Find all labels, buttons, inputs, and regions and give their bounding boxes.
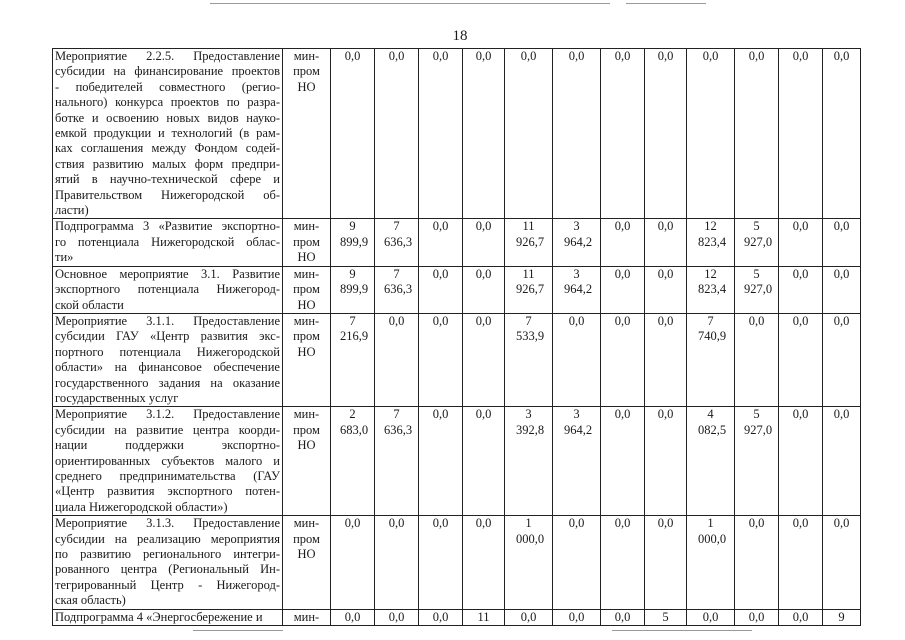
value-cell — [645, 266, 687, 313]
value-cell — [687, 219, 735, 266]
value-part: 0,0 — [614, 609, 631, 624]
value-cell — [331, 609, 375, 625]
value-cell — [463, 266, 505, 313]
value-part: 0,0 — [792, 407, 809, 422]
value-part: 0,0 — [702, 609, 719, 624]
value-part: 216,9 — [339, 329, 369, 344]
description-line: тегрированный Центр - Нижегород- — [55, 577, 280, 592]
value-part: 926,7 — [515, 234, 545, 249]
value-part: 7 — [393, 219, 400, 234]
value-cell — [375, 219, 419, 266]
value-part: 0,0 — [432, 49, 449, 63]
value-part: 927,0 — [743, 282, 773, 297]
table-row — [53, 266, 861, 313]
value-part: 964,2 — [563, 282, 593, 297]
value-part: 823,4 — [697, 234, 727, 249]
description-line: ятий в научно-технической сфере и — [55, 172, 280, 187]
value-part: 0,0 — [388, 49, 405, 63]
executor-line: НО — [297, 250, 316, 265]
budget-table — [52, 48, 861, 626]
value-cell — [601, 407, 645, 516]
description-line: ская область) — [55, 593, 126, 608]
executor-line: пром — [293, 531, 320, 546]
executor-line: мин- — [293, 219, 320, 234]
description-line: среднего предпринимательства (ГАУ — [55, 468, 280, 483]
value-part: 0,0 — [833, 516, 850, 531]
executor-cell — [283, 609, 331, 625]
value-part: 964,2 — [563, 422, 593, 437]
value-part: 0,0 — [792, 219, 809, 234]
value-part: 0,0 — [344, 516, 361, 531]
value-cell — [375, 313, 419, 406]
value-part: 9 — [349, 219, 356, 234]
description-line: Подпрограмма 3 «Развитие экспортно- — [55, 219, 280, 234]
value-part: 0,0 — [568, 49, 585, 63]
value-part: 533,9 — [515, 329, 545, 344]
value-cell — [419, 407, 463, 516]
value-part: 000,0 — [515, 531, 545, 546]
value-cell — [601, 313, 645, 406]
value-cell — [419, 516, 463, 609]
value-cell — [645, 313, 687, 406]
value-cell — [553, 609, 601, 625]
value-part: 0,0 — [432, 219, 449, 234]
value-part: 0,0 — [344, 609, 361, 624]
value-part: 0,0 — [614, 313, 631, 328]
measure-description — [53, 609, 283, 625]
measure-description — [53, 407, 283, 516]
value-cell — [375, 49, 419, 219]
value-cell — [375, 266, 419, 313]
measure-description — [53, 313, 283, 406]
value-cell — [553, 516, 601, 609]
scan-line-top — [210, 3, 610, 4]
description-line: Подпрограмма 4 «Энергосбережение и — [55, 609, 263, 624]
value-part: 3 — [525, 407, 532, 422]
value-cell — [687, 516, 735, 609]
measure-description — [53, 516, 283, 609]
value-cell — [823, 49, 861, 219]
value-part: 9 — [838, 609, 845, 624]
value-cell — [463, 407, 505, 516]
description-line: го потенциала Нижегородской облас- — [55, 234, 280, 249]
value-part: 082,5 — [697, 422, 727, 437]
value-part: 926,7 — [515, 282, 545, 297]
value-part: 0,0 — [833, 407, 850, 422]
value-part: 0,0 — [657, 407, 674, 422]
value-part: 2 — [349, 407, 356, 422]
description-line: экспортного потенциала Нижегород- — [55, 282, 280, 297]
description-line: области» на финансовое обеспечение — [55, 360, 280, 375]
value-cell — [505, 219, 553, 266]
value-part: 0,0 — [833, 266, 850, 281]
value-part: 683,0 — [339, 422, 369, 437]
value-cell — [645, 516, 687, 609]
value-cell — [419, 219, 463, 266]
value-part: 927,0 — [743, 422, 773, 437]
value-part: 0,0 — [432, 516, 449, 531]
description-line: «Центр развития экспортного потен- — [55, 484, 280, 499]
value-part: 0,0 — [432, 313, 449, 328]
description-line: ласти) — [55, 203, 89, 218]
executor-line: пром — [293, 234, 320, 249]
value-part: 0,0 — [748, 609, 765, 624]
description-line: ти» — [55, 250, 74, 265]
executor-line: мин- — [293, 266, 320, 281]
value-part: 11 — [477, 609, 490, 624]
executor-cell — [283, 313, 331, 406]
description-line: государственного задания на оказание — [55, 375, 280, 390]
value-cell — [823, 609, 861, 625]
value-part: 7 — [707, 313, 714, 328]
table-row — [53, 49, 861, 219]
description-line: емкой продукции и технологий (в рам- — [55, 126, 280, 141]
value-cell — [505, 313, 553, 406]
description-line: нального) конкурса проектов по разра- — [55, 95, 280, 110]
value-cell — [779, 49, 823, 219]
value-cell — [645, 49, 687, 219]
value-cell — [505, 516, 553, 609]
scan-line-bottom-left — [193, 630, 283, 631]
value-cell — [601, 219, 645, 266]
executor-cell — [283, 266, 331, 313]
value-part: 392,8 — [515, 422, 545, 437]
description-line: нации поддержки экспортно- — [55, 438, 280, 453]
value-part: 5 — [662, 609, 669, 624]
executor-line: НО — [297, 547, 316, 561]
value-cell — [331, 219, 375, 266]
value-part: 0,0 — [568, 609, 585, 624]
value-part: 964,2 — [563, 234, 593, 249]
executor-line: НО — [297, 438, 316, 453]
description-line: ствия развитию малых форм предпри- — [55, 156, 280, 171]
value-cell — [331, 313, 375, 406]
description-line: Мероприятие 3.1.1. Предоставление — [55, 313, 280, 328]
value-part: 0,0 — [432, 407, 449, 422]
value-part: 4 — [707, 407, 714, 422]
value-cell — [779, 516, 823, 609]
executor-line: мин- — [293, 313, 320, 328]
measure-description — [53, 266, 283, 313]
executor-cell — [283, 49, 331, 219]
value-part: 0,0 — [388, 516, 405, 531]
value-cell — [553, 407, 601, 516]
description-line: по развитию регионального интегри- — [55, 547, 280, 561]
value-part: 0,0 — [475, 219, 492, 234]
executor-line: НО — [297, 344, 316, 359]
value-cell — [331, 49, 375, 219]
value-part: 000,0 — [697, 531, 727, 546]
value-cell — [419, 49, 463, 219]
value-part: 899,9 — [339, 234, 369, 249]
value-cell — [779, 266, 823, 313]
executor-line: мин- — [293, 609, 320, 624]
value-cell — [419, 266, 463, 313]
value-cell — [735, 266, 779, 313]
table-body — [53, 49, 861, 626]
value-part: 7 — [525, 313, 532, 328]
measure-description — [53, 49, 283, 219]
value-part: 899,9 — [339, 282, 369, 297]
executor-cell — [283, 407, 331, 516]
value-part: 0,0 — [792, 266, 809, 281]
value-part: 927,0 — [743, 234, 773, 249]
value-part: 1 — [525, 516, 532, 531]
description-line: государственных услуг — [55, 390, 179, 405]
description-line: Правительством Нижегородской об- — [55, 187, 280, 202]
value-part: 3 — [573, 219, 580, 234]
value-cell — [823, 313, 861, 406]
table-row — [53, 407, 861, 516]
executor-cell — [283, 219, 331, 266]
value-part: 0,0 — [614, 49, 631, 63]
value-cell — [687, 266, 735, 313]
executor-line: мин- — [293, 49, 320, 63]
value-part: 0,0 — [388, 313, 405, 328]
value-cell — [735, 219, 779, 266]
value-part: 0,0 — [475, 313, 492, 328]
executor-line: НО — [297, 79, 316, 94]
value-cell — [779, 219, 823, 266]
value-part: 0,0 — [748, 516, 765, 531]
value-part: 823,4 — [697, 282, 727, 297]
value-part: 0,0 — [568, 516, 585, 531]
value-cell — [779, 313, 823, 406]
description-line: субсидии на финансирование проектов — [55, 64, 280, 79]
value-cell — [601, 516, 645, 609]
value-part: 0,0 — [614, 516, 631, 531]
value-cell — [601, 49, 645, 219]
value-cell — [735, 407, 779, 516]
executor-line: мин- — [293, 407, 320, 422]
executor-line: пром — [293, 329, 320, 344]
description-line: субсидии на развитие центра коорди- — [55, 422, 280, 437]
value-cell — [553, 49, 601, 219]
description-line: ках соглашения между Фондом содей- — [55, 141, 280, 156]
table-row — [53, 609, 861, 625]
value-part: 11 — [522, 219, 535, 234]
description-line: портного потенциала Нижегородской — [55, 344, 280, 359]
value-part: 11 — [522, 266, 535, 281]
value-cell — [463, 219, 505, 266]
value-part: 636,3 — [383, 282, 413, 297]
value-part: 0,0 — [614, 266, 631, 281]
value-part: 0,0 — [748, 313, 765, 328]
scan-line-top-right — [626, 3, 706, 4]
value-part: 0,0 — [388, 609, 405, 624]
value-cell — [601, 266, 645, 313]
value-part: 0,0 — [657, 49, 674, 63]
description-line: субсидии ГАУ «Центр развития экс- — [55, 329, 280, 344]
value-cell — [463, 609, 505, 625]
value-cell — [645, 219, 687, 266]
measure-description — [53, 219, 283, 266]
value-part: 0,0 — [833, 49, 850, 63]
executor-line: пром — [293, 422, 320, 437]
value-part: 0,0 — [833, 313, 850, 328]
value-cell — [505, 407, 553, 516]
value-cell — [645, 407, 687, 516]
value-part: 0,0 — [520, 609, 537, 624]
description-line: Основное мероприятие 3.1. Развитие — [55, 266, 280, 281]
executor-line: мин- — [293, 516, 320, 531]
executor-line: пром — [293, 282, 320, 297]
value-cell — [505, 609, 553, 625]
value-cell — [687, 609, 735, 625]
table-row — [53, 516, 861, 609]
description-line: - победителей совместного (регио- — [55, 79, 280, 94]
value-part: 3 — [573, 407, 580, 422]
value-part: 1 — [707, 516, 714, 531]
description-line: ориентированных субъектов малого и — [55, 453, 280, 468]
value-cell — [779, 407, 823, 516]
value-part: 0,0 — [475, 516, 492, 531]
value-cell — [419, 609, 463, 625]
value-cell — [823, 266, 861, 313]
value-part: 0,0 — [702, 49, 719, 63]
value-cell — [375, 516, 419, 609]
value-part: 0,0 — [475, 407, 492, 422]
description-line: Мероприятие 3.1.3. Предоставление — [55, 516, 280, 531]
value-part: 0,0 — [475, 49, 492, 63]
executor-cell — [283, 516, 331, 609]
value-part: 0,0 — [657, 516, 674, 531]
description-line: циала Нижегородской области») — [55, 499, 228, 514]
description-line: субсидии на реализацию мероприятия — [55, 531, 280, 546]
value-part: 0,0 — [748, 49, 765, 63]
value-cell — [823, 516, 861, 609]
value-part: 3 — [573, 266, 580, 281]
value-cell — [735, 313, 779, 406]
value-cell — [419, 313, 463, 406]
value-part: 7 — [393, 266, 400, 281]
value-part: 0,0 — [568, 313, 585, 328]
description-line: ботке и освоению новых видов науко- — [55, 110, 280, 125]
value-part: 12 — [704, 219, 717, 234]
value-part: 0,0 — [657, 313, 674, 328]
value-cell — [463, 313, 505, 406]
value-part: 5 — [753, 407, 760, 422]
value-cell — [645, 609, 687, 625]
scan-line-bottom-right — [612, 630, 752, 631]
value-cell — [687, 407, 735, 516]
value-cell — [553, 219, 601, 266]
value-part: 0,0 — [520, 49, 537, 63]
value-part: 9 — [349, 266, 356, 281]
value-cell — [687, 313, 735, 406]
value-part: 0,0 — [833, 219, 850, 234]
value-part: 636,3 — [383, 422, 413, 437]
executor-line: НО — [297, 297, 316, 312]
value-cell — [823, 219, 861, 266]
value-cell — [463, 516, 505, 609]
value-part: 7 — [393, 407, 400, 422]
value-part: 0,0 — [792, 49, 809, 63]
value-part: 0,0 — [432, 266, 449, 281]
value-part: 0,0 — [657, 219, 674, 234]
value-cell — [735, 609, 779, 625]
value-cell — [779, 609, 823, 625]
value-cell — [331, 516, 375, 609]
value-part: 0,0 — [792, 516, 809, 531]
value-part: 7 — [349, 313, 356, 328]
value-part: 0,0 — [792, 313, 809, 328]
value-part: 0,0 — [344, 49, 361, 63]
value-part: 0,0 — [657, 266, 674, 281]
value-cell — [553, 313, 601, 406]
value-cell — [553, 266, 601, 313]
value-cell — [331, 266, 375, 313]
description-line: ской области — [55, 297, 124, 312]
page-number: 18 — [452, 28, 468, 44]
value-cell — [735, 49, 779, 219]
value-cell — [601, 609, 645, 625]
value-cell — [375, 609, 419, 625]
table-row — [53, 313, 861, 406]
value-cell — [505, 266, 553, 313]
value-part: 5 — [753, 219, 760, 234]
value-part: 0,0 — [614, 219, 631, 234]
value-cell — [735, 516, 779, 609]
table-row — [53, 219, 861, 266]
description-line: Мероприятие 3.1.2. Предоставление — [55, 407, 280, 422]
value-part: 0,0 — [792, 609, 809, 624]
value-cell — [505, 49, 553, 219]
value-cell — [463, 49, 505, 219]
value-part: 12 — [704, 266, 717, 281]
value-part: 0,0 — [614, 407, 631, 422]
executor-line: пром — [293, 64, 320, 79]
value-cell — [687, 49, 735, 219]
description-line: Мероприятие 2.2.5. Предоставление — [55, 49, 280, 63]
description-line: рованного центра (Региональный Ин- — [55, 562, 280, 577]
value-part: 0,0 — [475, 266, 492, 281]
value-part: 636,3 — [383, 234, 413, 249]
value-cell — [375, 407, 419, 516]
value-cell — [331, 407, 375, 516]
value-part: 5 — [753, 266, 760, 281]
value-part: 0,0 — [432, 609, 449, 624]
value-cell — [823, 407, 861, 516]
value-part: 740,9 — [697, 329, 727, 344]
